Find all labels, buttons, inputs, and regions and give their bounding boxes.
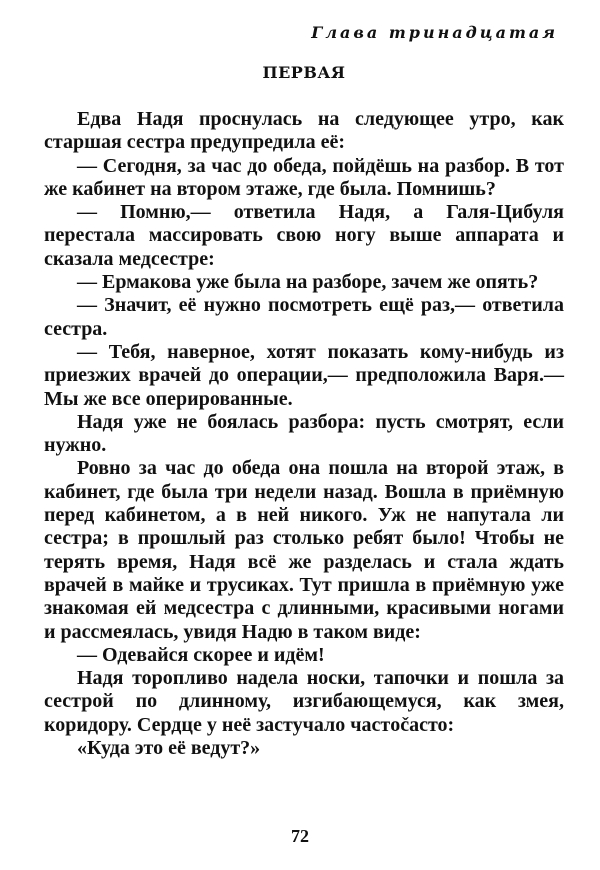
paragraph: — Сегодня, за час до обеда, пойдёшь на разбор. В тот же кабинет на втором этаже, где была. Помнишь? — [44, 154, 564, 200]
paragraph: — Тебя, наверное, хотят показать кому-нибудь из приезжих врачей до операции,— предположила Варя.— Мы же все оперированные. — [44, 340, 564, 410]
body-text — [44, 108, 564, 760]
paragraph: «Куда это её ведут?» — [77, 737, 261, 760]
paragraph: — Ермакова уже была на разборе, зачем же опять? — [77, 271, 539, 294]
paragraph: Надя уже не боялась разбора: пусть смотрят, если нужно. — [44, 410, 564, 457]
paragraph: Надя торопливо надела носки, тапочки и пошла за сестрой по длинному, изгибающемуся, как змея, коридору. Сердце у неё застучало частočасто: — [44, 667, 564, 736]
paragraph: Едва Надя проснулась на следующее утро, как старшая сестра предупредила её: — [44, 108, 564, 154]
page-number: 72 — [291, 826, 309, 846]
paragraph: — Значит, её нужно посмотреть ещё раз,— ответила сестра. — [44, 294, 564, 340]
chapter-title: ПЕРВАЯ — [262, 63, 346, 82]
paragraph: — Одевайся скорее и идём! — [77, 643, 325, 666]
paragraph: Ровно за час до обеда она пошла на второй этаж, в кабинет, где была три недели назад. Вошла в приёмную перед кабинетом, а в ней никого. Уж не напутала ли сестра; в прошлый раз столько ребят было! Чтобы не терять время, Надя всё же разделась и стала ждать врачей в майке и трусиках. Тут пришла в приёмную уже знакомая ей медсестра с длинными, красивыми ногами и рассмеялась, увидя Надю в таком виде: — [44, 457, 564, 643]
chapter-heading: Глава тринадцатая — [311, 23, 558, 42]
paragraph: — Помню,— ответила Надя, а Галя-Цибуля перестала массировать свою ногу выше аппарата и сказала медсестре: — [44, 201, 564, 270]
